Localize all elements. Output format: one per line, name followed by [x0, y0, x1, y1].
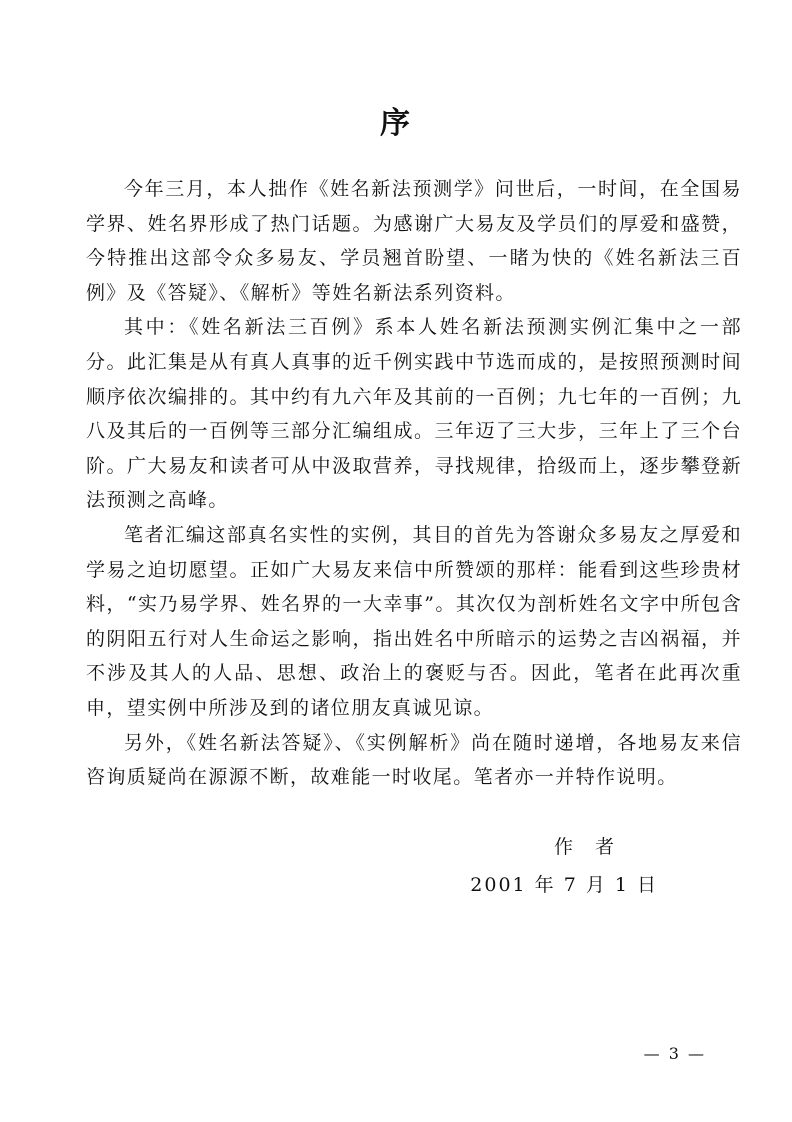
paragraph-3: 笔者汇编这部真名实性的实例，其目的首先为答谢众多易友之厚爱和学易之迫切愿望。正如广大易友来信中所赞颂的那样：能看到这些珍贵材料，“实乃易学界、姓名界的一大幸事”。其次仅为剖析姓名文字中所包含的阴阳五行对人生命运之影响，指出姓名中所暗示的运势之吉凶祸福，并不涉及其人的人品、思想、政治上的褒贬与否。因此，笔者在此再次重申，望实例中所涉及到的诸位朋友真诚见谅。: [86, 523, 742, 719]
paragraph-2: 其中：《姓名新法三百例》系本人姓名新法预测实例汇集中之一部分。此汇集是从有真人真事的近千例实践中节选而成的，是按照预测时间顺序依次编排的。其中约有九六年及其前的一百例；九七年的一百例；九八及其后的一百例等三部分汇编组成。三年迈了三大步，三年上了三个台阶。广大易友和读者可从中汲取营养，寻找规律，拾级而上，逐步攀登新法预测之高峰。: [86, 316, 742, 512]
page-number: — 3 —: [643, 1044, 706, 1063]
paragraph-1: 今年三月，本人拙作《姓名新法预测学》问世后，一时间，在全国易学界、姓名界形成了热门话题。为感谢广大易友及学员们的厚爱和盛赞，今特推出这部令众多易友、学员翘首盼望、一睹为快的《姓名新法三百例》及《答疑》、《解析》等姓名新法系列资料。: [86, 178, 742, 304]
page-title: 序: [380, 106, 412, 141]
preface-body: [86, 172, 742, 795]
signature-author: 作者: [553, 836, 636, 858]
signature-date: 2001 年 7 月 1 日: [470, 874, 658, 896]
paragraph-4: 另外，《姓名新法答疑》、《实例解析》尚在随时递增，各地易友来信咨询质疑尚在源源不断，故难能一时收尾。笔者亦一并特作说明。: [86, 731, 742, 789]
